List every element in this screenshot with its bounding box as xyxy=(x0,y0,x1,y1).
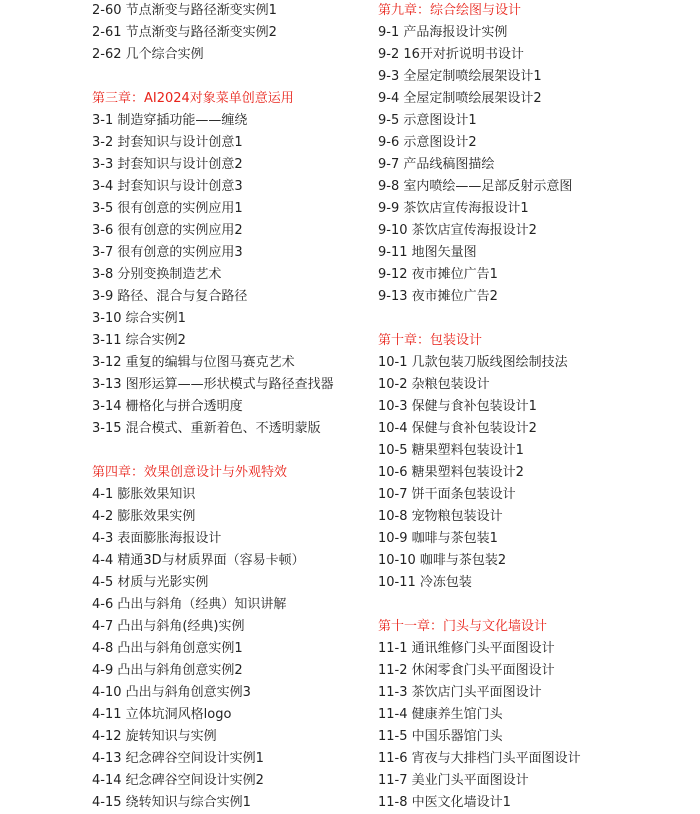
left-column xyxy=(92,0,372,814)
lesson-item: 3-1 制造穿插功能——缠绕 xyxy=(92,113,248,128)
lesson-item: 3-7 很有创意的实例应用3 xyxy=(92,245,243,260)
lesson-item: 11-7 美业门头平面图设计 xyxy=(378,773,529,788)
lesson-item: 11-8 中医文化墙设计1 xyxy=(378,795,511,810)
lesson-item: 10-6 糖果塑料包装设计2 xyxy=(378,465,524,480)
lesson-item: 4-9 凸出与斜角创意实例2 xyxy=(92,663,243,678)
right-column xyxy=(378,0,678,814)
section-gap xyxy=(92,66,372,88)
lesson-item: 10-2 杂粮包装设计 xyxy=(378,377,490,392)
lesson-item: 3-13 图形运算——形状模式与路径查找器 xyxy=(92,377,334,392)
lesson-item: 11-4 健康养生馆门头 xyxy=(378,707,503,722)
lesson-item: 11-2 休闲零食门头平面图设计 xyxy=(378,663,555,678)
lesson-item: 4-3 表面膨胀海报设计 xyxy=(92,531,222,546)
lesson-item: 2-60 节点渐变与路径渐变实例1 xyxy=(92,3,277,18)
lesson-item: 9-7 产品线稿图描绘 xyxy=(378,157,495,172)
lesson-item: 3-6 很有创意的实例应用2 xyxy=(92,223,243,238)
section-gap xyxy=(378,308,678,330)
lesson-item: 3-8 分别变换制造艺术 xyxy=(92,267,222,282)
lesson-item: 3-2 封套知识与设计创意1 xyxy=(92,135,243,150)
lesson-item: 9-1 产品海报设计实例 xyxy=(378,25,508,40)
lesson-item: 10-4 保健与食补包装设计2 xyxy=(378,421,537,436)
lesson-item: 4-6 凸出与斜角（经典）知识讲解 xyxy=(92,597,287,612)
lesson-item: 4-4 精通3D与材质界面（容易卡顿） xyxy=(92,553,305,568)
lesson-item: 3-3 封套知识与设计创意2 xyxy=(92,157,243,172)
lesson-item: 9-12 夜市摊位广告1 xyxy=(378,267,498,282)
lesson-item: 9-4 全屋定制喷绘展架设计2 xyxy=(378,91,542,106)
chapter-heading: 第三章：AI2024对象菜单创意运用 xyxy=(92,91,294,106)
lesson-item: 10-3 保健与食补包装设计1 xyxy=(378,399,537,414)
lesson-item: 10-7 饼干面条包装设计 xyxy=(378,487,516,502)
lesson-item: 4-7 凸出与斜角(经典)实例 xyxy=(92,619,245,634)
chapter-heading: 第四章：效果创意设计与外观特效 xyxy=(92,465,288,480)
lesson-item: 10-8 宠物粮包装设计 xyxy=(378,509,503,524)
lesson-item: 3-11 综合实例2 xyxy=(92,333,186,348)
section-gap xyxy=(378,594,678,616)
lesson-item: 2-62 几个综合实例 xyxy=(92,47,204,62)
chapter-heading: 第九章：综合绘图与设计 xyxy=(378,3,522,18)
lesson-item: 10-9 咖啡与茶包装1 xyxy=(378,531,498,546)
section-gap xyxy=(92,440,372,462)
lesson-item: 4-11 立体坑洞风格logo xyxy=(92,707,232,722)
lesson-item: 9-3 全屋定制喷绘展架设计1 xyxy=(378,69,542,84)
lesson-item: 10-1 几款包装刀版线图绘制技法 xyxy=(378,355,568,370)
lesson-item: 9-10 茶饮店宣传海报设计2 xyxy=(378,223,537,238)
chapter-heading: 第十一章：门头与文化墙设计 xyxy=(378,619,548,634)
lesson-item: 3-4 封套知识与设计创意3 xyxy=(92,179,243,194)
lesson-item: 10-10 咖啡与茶包装2 xyxy=(378,553,507,568)
lesson-item: 4-13 纪念碑谷空间设计实例1 xyxy=(92,751,264,766)
lesson-item: 11-6 宵夜与大排档门头平面图设计 xyxy=(378,751,581,766)
lesson-item: 10-11 冷冻包装 xyxy=(378,575,472,590)
lesson-item: 4-8 凸出与斜角创意实例1 xyxy=(92,641,243,656)
lesson-item: 9-2 16开对折说明书设计 xyxy=(378,47,524,62)
chapter-heading: 第十章：包装设计 xyxy=(378,333,483,348)
lesson-item: 4-1 膨胀效果知识 xyxy=(92,487,196,502)
lesson-item: 10-5 糖果塑料包装设计1 xyxy=(378,443,524,458)
lesson-item: 4-5 材质与光影实例 xyxy=(92,575,209,590)
lesson-item: 3-10 综合实例1 xyxy=(92,311,186,326)
lesson-item: 3-9 路径、混合与复合路径 xyxy=(92,289,248,304)
lesson-item: 4-12 旋转知识与实例 xyxy=(92,729,217,744)
lesson-item: 9-8 室内喷绘——足部反射示意图 xyxy=(378,179,573,194)
lesson-item: 4-14 纪念碑谷空间设计实例2 xyxy=(92,773,264,788)
lesson-item: 3-5 很有创意的实例应用1 xyxy=(92,201,243,216)
lesson-item: 9-6 示意图设计2 xyxy=(378,135,477,150)
lesson-item: 4-15 绕转知识与综合实例1 xyxy=(92,795,251,810)
lesson-item: 4-2 膨胀效果实例 xyxy=(92,509,196,524)
lesson-item: 4-10 凸出与斜角创意实例3 xyxy=(92,685,251,700)
lesson-item: 9-9 茶饮店宣传海报设计1 xyxy=(378,201,529,216)
lesson-item: 2-61 节点渐变与路径渐变实例2 xyxy=(92,25,277,40)
lesson-item: 3-15 混合模式、重新着色、不透明蒙版 xyxy=(92,421,321,436)
lesson-item: 11-5 中国乐器馆门头 xyxy=(378,729,503,744)
lesson-item: 3-12 重复的编辑与位图马赛克艺术 xyxy=(92,355,295,370)
lesson-item: 9-13 夜市摊位广告2 xyxy=(378,289,498,304)
lesson-item: 11-1 通讯维修门头平面图设计 xyxy=(378,641,555,656)
lesson-item: 9-5 示意图设计1 xyxy=(378,113,477,128)
lesson-item: 3-14 栅格化与拼合透明度 xyxy=(92,399,243,414)
lesson-item: 11-3 茶饮店门头平面图设计 xyxy=(378,685,542,700)
lesson-item: 9-11 地图矢量图 xyxy=(378,245,477,260)
